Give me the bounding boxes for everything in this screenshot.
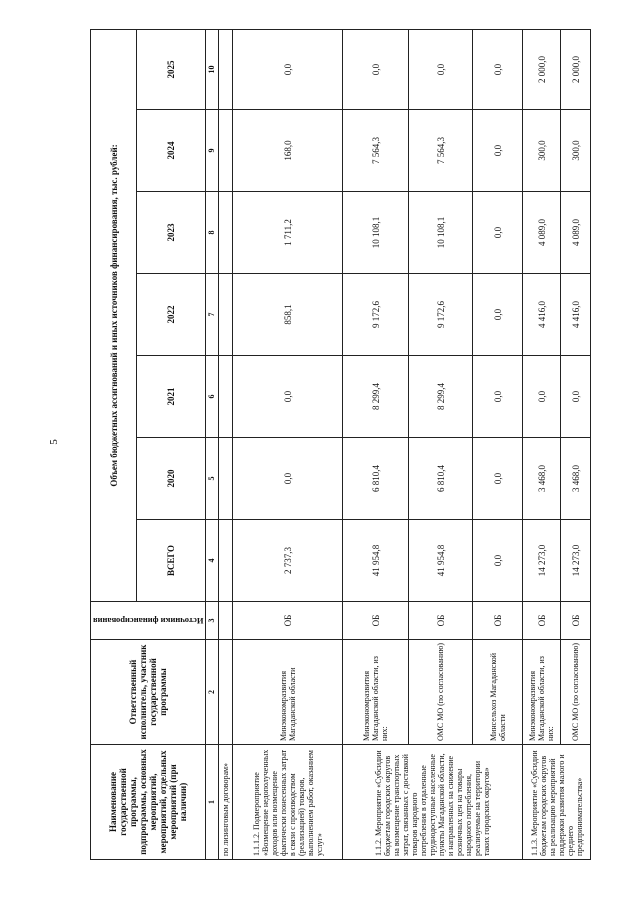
row-value: 0,0 xyxy=(473,356,523,438)
header-year: 2024 xyxy=(137,110,206,192)
header-year: ВСЕГО xyxy=(137,520,206,602)
row-value: 14 273,0 xyxy=(523,520,561,602)
header-year: 2020 xyxy=(137,438,206,520)
row-value: 0,0 xyxy=(233,29,343,109)
row-value: 0,0 xyxy=(561,356,591,438)
header-executor: Ответственный исполнитель, участник государственной программы xyxy=(91,640,206,745)
row-value: 41 954,8 xyxy=(409,520,473,602)
row-value xyxy=(219,110,233,192)
row-value: 0,0 xyxy=(473,192,523,274)
header-year: 2025 xyxy=(137,29,206,109)
row-value xyxy=(219,192,233,274)
row-value: 1 711,2 xyxy=(233,192,343,274)
header-name: Наименование государственной программы, подпрограммы, основных мероприятий, мероприятий, отдельных мероприятий (при наличии) xyxy=(91,745,206,860)
table-row xyxy=(561,29,591,859)
row-value xyxy=(219,520,233,602)
row-value: 0,0 xyxy=(473,29,523,109)
row-source: ОБ xyxy=(523,602,561,640)
row-executor xyxy=(219,640,233,745)
header-year: 2022 xyxy=(137,274,206,356)
row-executor: ОМС МО (по согласованию) xyxy=(409,640,473,745)
row-source: ОБ xyxy=(343,602,409,640)
row-value: 7 564,3 xyxy=(343,110,409,192)
row-source: ОБ xyxy=(233,602,343,640)
row-value: 2 000,0 xyxy=(523,29,561,109)
index-cell: 6 xyxy=(206,356,219,438)
row-value: 3 468,0 xyxy=(561,438,591,520)
index-cell: 7 xyxy=(206,274,219,356)
header-source-text: Источники финансирования xyxy=(93,616,204,626)
table-row xyxy=(233,29,343,859)
row-value: 168,0 xyxy=(233,110,343,192)
row-value: 10 108,1 xyxy=(409,192,473,274)
row-value: 4 416,0 xyxy=(561,274,591,356)
row-source: ОБ xyxy=(473,602,523,640)
row-executor: Минэкономразвития Магаданской области, из них: xyxy=(523,640,561,745)
row-value: 9 172,6 xyxy=(343,274,409,356)
row-value: 9 172,6 xyxy=(409,274,473,356)
row-name: 1.1.3. Мероприятие «Субсидии бюджетам городских округов на реализацию мероприятий поддержки развития малого и среднего предпринимательства» xyxy=(523,745,591,860)
row-source xyxy=(219,602,233,640)
header-source xyxy=(91,602,206,640)
row-value: 0,0 xyxy=(233,438,343,520)
row-value: 4 416,0 xyxy=(523,274,561,356)
page-number: 5 xyxy=(47,439,60,445)
row-value: 2 737,3 xyxy=(233,520,343,602)
row-value: 6 810,4 xyxy=(343,438,409,520)
row-value: 4 089,0 xyxy=(523,192,561,274)
budget-table-rotated xyxy=(90,30,610,860)
index-cell: 4 xyxy=(206,520,219,602)
row-source: ОБ xyxy=(409,602,473,640)
row-value: 6 810,4 xyxy=(409,438,473,520)
row-value: 300,0 xyxy=(523,110,561,192)
table-row xyxy=(523,29,561,859)
row-value: 0,0 xyxy=(523,356,561,438)
row-executor: Минэкономразвития Магаданской области xyxy=(233,640,343,745)
table-row xyxy=(473,29,523,859)
row-value: 14 273,0 xyxy=(561,520,591,602)
row-value: 858,1 xyxy=(233,274,343,356)
row-value: 7 564,3 xyxy=(409,110,473,192)
row-value: 0,0 xyxy=(473,438,523,520)
row-value: 0,0 xyxy=(473,274,523,356)
row-value: 3 468,0 xyxy=(523,438,561,520)
row-value: 10 108,1 xyxy=(343,192,409,274)
row-value: 4 089,0 xyxy=(561,192,591,274)
header-volume: Объем бюджетных ассигнований и иных источников финансирования, тыс. рублей: xyxy=(91,29,137,601)
row-value: 0,0 xyxy=(473,520,523,602)
index-cell: 2 xyxy=(206,640,219,745)
row-value: 8 299,4 xyxy=(409,356,473,438)
index-cell: 10 xyxy=(206,29,219,109)
budget-table xyxy=(90,29,591,860)
row-executor: Минсельхоз Магаданской области xyxy=(473,640,523,745)
row-executor: Минэкономразвития Магаданской области, из них: xyxy=(343,640,409,745)
index-cell: 9 xyxy=(206,110,219,192)
row-value xyxy=(219,438,233,520)
row-value: 0,0 xyxy=(409,29,473,109)
row-value: 8 299,4 xyxy=(343,356,409,438)
table-row xyxy=(409,29,473,859)
row-name: 1.1.2. Мероприятие «Субсидии бюджетам городских округов на возмещение транспортных затрат, связанных с доставкой товаров народного потребления в отдаленные труднодоступные населенные пункты Магаданской области, и направленных на снижение розничных цен на товары народного потребления, реализуемые на территории таких городских округов» xyxy=(343,745,523,860)
row-value: 2 000,0 xyxy=(561,29,591,109)
row-executor: ОМС МО (по согласованию) xyxy=(561,640,591,745)
row-value: 300,0 xyxy=(561,110,591,192)
header-year: 2023 xyxy=(137,192,206,274)
row-name: по лизинговым договорам» xyxy=(219,745,233,860)
row-value: 0,0 xyxy=(343,29,409,109)
header-year: 2021 xyxy=(137,356,206,438)
index-cell: 1 xyxy=(206,745,219,860)
table-row xyxy=(343,29,409,859)
row-value: 41 954,8 xyxy=(343,520,409,602)
row-source: ОБ xyxy=(561,602,591,640)
table-row xyxy=(219,29,233,859)
row-value: 0,0 xyxy=(233,356,343,438)
index-cell: 5 xyxy=(206,438,219,520)
row-value: 0,0 xyxy=(473,110,523,192)
index-cell: 3 xyxy=(206,602,219,640)
row-value xyxy=(219,356,233,438)
row-value xyxy=(219,29,233,109)
index-cell: 8 xyxy=(206,192,219,274)
row-name: 1.1.1.2. Подмероприятие «Возмещение недополученных доходов или возмещение фактически понесенных затрат в связи с производством (реализацией) товаров, выполнением работ, оказанием услуг» xyxy=(233,745,343,860)
row-value xyxy=(219,274,233,356)
